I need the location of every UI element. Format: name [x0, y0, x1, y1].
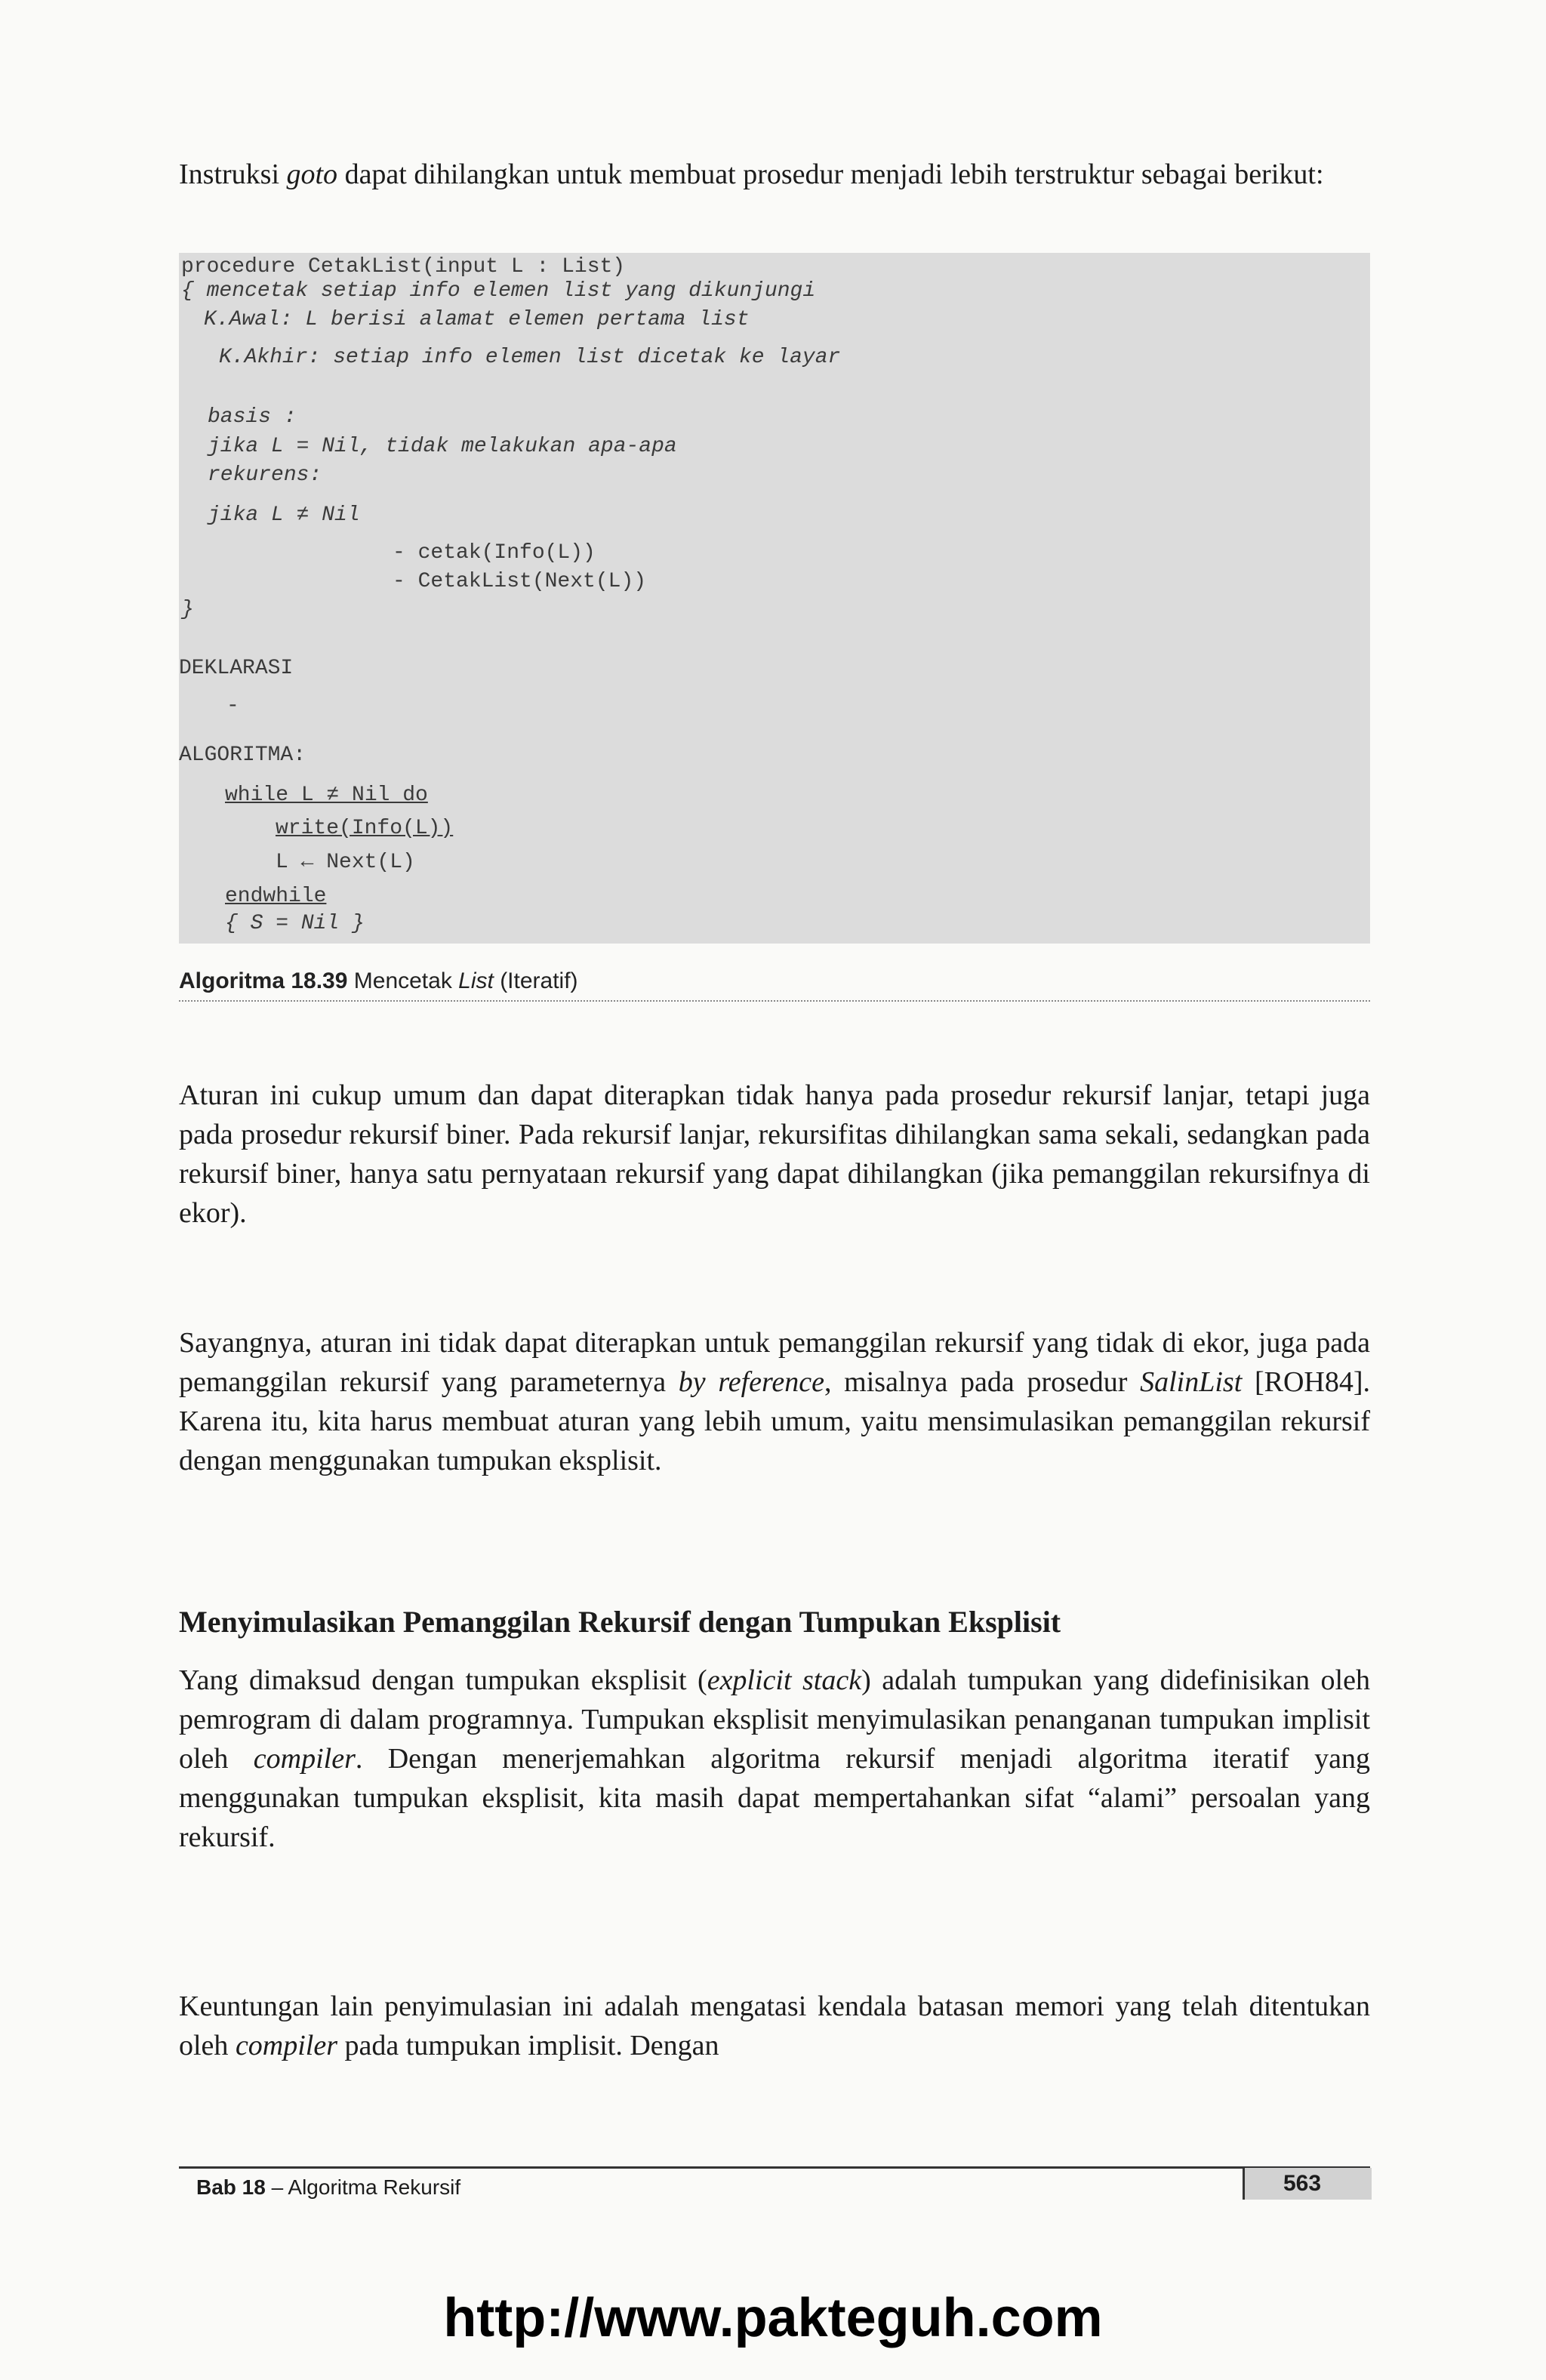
- code-line-basis-body: jika L = Nil, tidak melakukan apa-apa: [208, 435, 677, 458]
- code-line-basis: basis :: [208, 405, 297, 429]
- code-line-write: write(Info(L)): [276, 817, 454, 840]
- code-line-kakhir: K.Akhir: setiap info elemen list dicetak ke layar: [219, 346, 841, 369]
- footer-rule: [179, 2166, 1370, 2169]
- paragraph-1: Aturan ini cukup umum dan dapat diterapkan tidak hanya pada prosedur rekursif lanjar, tetapi juga pada prosedur rekursif biner. Pada rekursif lanjar, rekursifitas dihilangkan sama sekali, sedangkan pada rekursif biner, hanya satu pernyataan rekursif yang dapat dihilangkan (jika pemanggilan rekursifnya di ekor).: [179, 1079, 1370, 1229]
- by-reference-term: by reference: [678, 1366, 824, 1398]
- code-line-endwhile: endwhile: [225, 885, 327, 908]
- code-line-final-comment: { S = Nil }: [225, 912, 365, 935]
- code-line-algoritma: ALGORITMA:: [179, 744, 306, 767]
- code-line-comment: { mencetak setiap info elemen list yang dikunjungi: [181, 279, 816, 303]
- para4-text-2: pada tumpukan implisit. Dengan: [337, 2030, 719, 2061]
- salinlist-term: SalinList: [1140, 1366, 1243, 1398]
- code-line-close-brace: }: [181, 598, 194, 621]
- footer-chapter-title: – Algoritma Rekursif: [265, 2175, 461, 2199]
- code-line-cetak: - cetak(Info(L)): [393, 541, 596, 565]
- code-line-cetaklist: - CetakList(Next(L)): [393, 570, 647, 593]
- algorithm-caption: [179, 968, 578, 994]
- code-line-next: L ← Next(L): [276, 851, 415, 874]
- code-line-rekurens: rekurens:: [208, 463, 322, 487]
- paragraph-3: [179, 1661, 1370, 1857]
- page-number: 563: [1283, 2171, 1322, 2196]
- code-line-procedure: procedure CetakList(input L : List): [181, 255, 626, 279]
- caption-label: Algoritma 18.39: [179, 968, 348, 993]
- paragraph-4: [179, 1987, 1370, 2065]
- para2-text: Sayangnya, aturan ini tidak dapat diterapkan untuk pemanggilan rekursif yang tidak di ekor, juga pada pemanggilan rekursif yang parameternya: [179, 1327, 1370, 1398]
- code-line-kawal: K.Awal: L berisi alamat elemen pertama list: [204, 308, 750, 331]
- caption-list: List: [458, 968, 494, 993]
- caption-suffix: (Iteratif): [493, 968, 578, 993]
- para3-text: Yang dimaksud dengan tumpukan eksplisit (: [179, 1664, 707, 1696]
- footer-chapter-number: Bab 18: [196, 2175, 266, 2199]
- caption-divider: [179, 1000, 1370, 1002]
- footer-chapter: [196, 2175, 460, 2200]
- goto-term: goto: [286, 159, 338, 190]
- code-line-rekurens-cond: jika L ≠ Nil: [208, 503, 360, 527]
- explicit-stack-term: explicit stack: [707, 1664, 862, 1696]
- intro-paragraph: [179, 155, 1370, 194]
- code-line-deklarasi-empty: -: [226, 694, 239, 718]
- compiler-term-2: compiler: [235, 2030, 338, 2061]
- para3-text-2: ) adalah tumpukan yang didefinisikan oleh pemrogram di dalam programnya. Tumpukan eksplisit menyimulasikan penanganan tumpukan implisit oleh: [179, 1664, 1370, 1775]
- section-heading: Menyimulasikan Pemanggilan Rekursif dengan Tumpukan Eksplisit: [179, 1605, 1061, 1639]
- intro-text: Instruksi: [179, 159, 287, 190]
- code-line-deklarasi: DEKLARASI: [179, 657, 294, 680]
- para3-text-3: . Dengan menerjemahkan algoritma rekursif menjadi algoritma iteratif yang menggunakan tumpukan eksplisit, kita masih dapat mempertahankan sifat “alami” persoalan yang rekursif.: [179, 1743, 1370, 1853]
- para2-text-3: [ROH84]. Karena itu, kita harus membuat aturan yang lebih umum, yaitu mensimulasikan pemanggilan rekursif dengan menggunakan tumpukan eksplisit.: [179, 1366, 1371, 1476]
- para2-text-2: , misalnya pada prosedur: [824, 1366, 1141, 1398]
- code-line-while: while L ≠ Nil do: [225, 784, 428, 807]
- caption-text: Mencetak: [353, 968, 459, 993]
- paragraph-2: [179, 1323, 1370, 1480]
- para4-text: Keuntungan lain penyimulasian ini adalah mengatasi kendala batasan memori yang telah ditentukan oleh: [179, 1991, 1370, 2061]
- compiler-term: compiler: [253, 1743, 356, 1775]
- watermark-url: http://www.pakteguh.com: [443, 2288, 1103, 2348]
- intro-text-rest: dapat dihilangkan untuk membuat prosedur menjadi lebih terstruktur sebagai berikut:: [337, 159, 1324, 190]
